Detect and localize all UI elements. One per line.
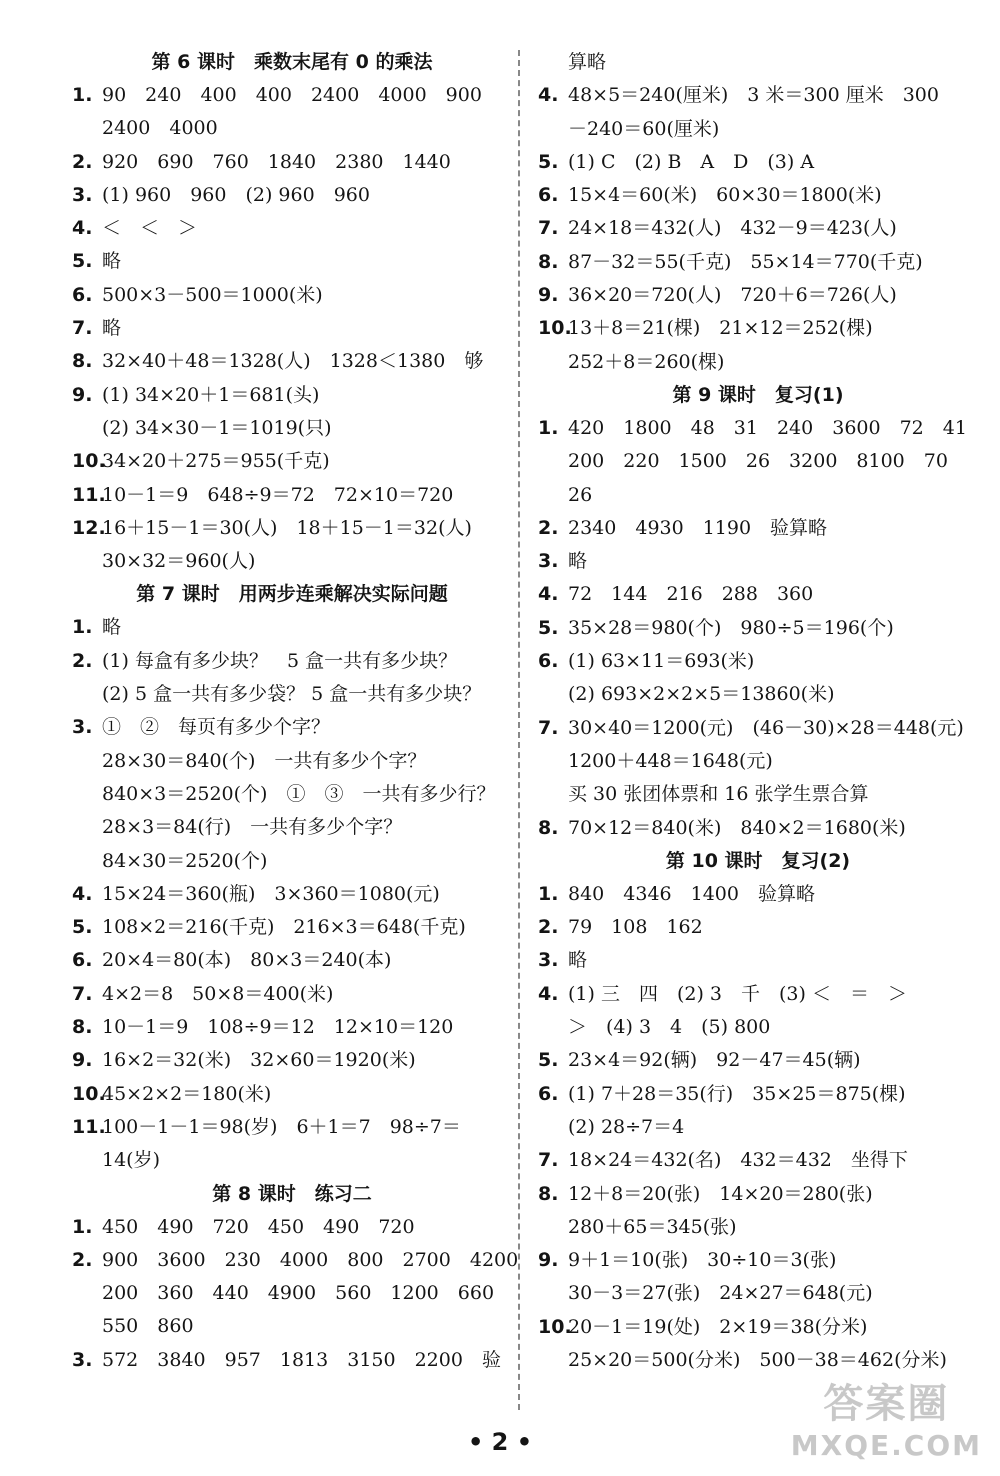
- answer-item: [72, 611, 512, 644]
- item-number: 7.: [538, 217, 559, 240]
- answer-text: 23×4＝92(辆) 92－47＝45(辆): [568, 1049, 861, 1072]
- answer-continuation: [538, 1111, 978, 1144]
- answer-text: (1) 三 四 (2) 3 千 (3) ＜ ＝ ＞: [568, 982, 907, 1005]
- answer-text: 450 490 720 450 490 720: [102, 1215, 415, 1238]
- section-heading: 第 8 课时 练习二: [212, 1182, 372, 1205]
- item-number: 7.: [538, 1149, 559, 1172]
- answer-text: (1) 34×20＋1＝681(头): [102, 383, 320, 406]
- answer-item: [72, 1044, 512, 1077]
- answer-item: [72, 1244, 519, 1277]
- answer-text: 15×4＝60(米) 60×30＝1800(米): [568, 184, 882, 207]
- answer-continuation: [72, 745, 512, 778]
- answer-text: 572 3840 957 1813 3150 2200 验: [102, 1348, 501, 1371]
- answer-text: 1200＋448＝1648(元): [568, 749, 773, 772]
- answer-item: [538, 545, 978, 578]
- answer-continuation: [72, 811, 512, 844]
- item-number: 8.: [538, 250, 559, 273]
- answer-text: 90 240 400 400 2400 4000 900: [102, 84, 482, 106]
- item-number: 12.: [72, 516, 106, 539]
- answer-item: [72, 911, 512, 944]
- answer-text: 35×28＝980(个) 980÷5＝196(个): [568, 616, 894, 639]
- section-heading: 第 7 课时 用两步连乘解决实际问题: [136, 583, 448, 606]
- item-number: 9.: [72, 1049, 93, 1072]
- item-number: 5.: [72, 250, 93, 273]
- answer-item: [72, 645, 512, 678]
- answer-text: 280＋65＝345(张): [568, 1215, 737, 1238]
- item-number: 5.: [538, 616, 559, 639]
- item-number: 7.: [72, 982, 93, 1005]
- answer-continuation: [538, 445, 978, 478]
- answer-item: [72, 1211, 512, 1244]
- item-number: 8.: [538, 816, 559, 839]
- answer-text: (2) 34×30－1＝1019(只): [102, 416, 332, 439]
- answer-text: 34×20＋275＝955(千克): [102, 450, 330, 473]
- answer-text: (1) 960 960 (2) 960 960: [102, 183, 370, 206]
- answer-text: 87－32＝55(千克) 55×14＝770(千克): [568, 250, 923, 273]
- answer-continuation: [538, 46, 978, 79]
- watermark-logo-text: 答案圈: [823, 1381, 950, 1427]
- item-number: 10.: [72, 1082, 106, 1105]
- item-number: 7.: [538, 716, 559, 739]
- answer-text: (1) 7＋28＝35(行) 35×25＝875(棵): [568, 1082, 906, 1105]
- answer-text: 18×24＝432(名) 432＝432 坐得下: [568, 1149, 908, 1172]
- item-number: 1.: [72, 1215, 93, 1238]
- answer-text: 108×2＝216(千克) 216×3＝648(千克): [102, 916, 466, 939]
- answer-continuation: [72, 412, 512, 445]
- item-number: 3.: [538, 550, 559, 573]
- answer-item: [72, 312, 512, 345]
- item-number: 4.: [72, 882, 93, 905]
- answer-item: [72, 212, 512, 245]
- answer-text: 840×3＝2520(个) ① ③ 一共有多少行？: [102, 782, 496, 805]
- item-number: 10.: [538, 317, 572, 340]
- item-number: 3.: [72, 1348, 93, 1371]
- answer-item: [538, 944, 978, 977]
- answer-text: 略: [568, 550, 588, 573]
- item-number: 8.: [72, 350, 93, 373]
- item-number: 3.: [538, 949, 559, 972]
- answer-item: [538, 812, 978, 845]
- answer-item: [538, 578, 978, 611]
- answer-text: ① ② 每页有多少个字？: [102, 716, 331, 739]
- answer-text: 算略: [568, 51, 607, 73]
- answer-text: 26: [568, 483, 593, 506]
- item-number: 4.: [538, 982, 559, 1005]
- answer-text: 920 690 760 1840 2380 1440: [102, 150, 451, 173]
- answer-item: [538, 146, 978, 179]
- answer-text: 10－1＝9 108÷9＝12 12×10＝120: [102, 1016, 454, 1039]
- answer-item: [72, 1111, 512, 1144]
- item-number: 10.: [72, 450, 106, 473]
- answer-text: 略: [102, 250, 122, 273]
- item-number: 9.: [72, 383, 93, 406]
- item-number: 3.: [72, 183, 93, 206]
- answer-text: 32×40＋48＝1328(人) 1328＜1380 够: [102, 350, 484, 373]
- answer-text: 13＋8＝21(棵) 21×12＝252(棵): [568, 317, 873, 340]
- right-column: [538, 46, 978, 1377]
- answer-continuation: [72, 1277, 512, 1310]
- item-number: 6.: [72, 949, 93, 972]
- answer-item: [72, 146, 512, 179]
- answer-text: (2) 28÷7＝4: [568, 1115, 685, 1138]
- answer-item: [538, 612, 978, 645]
- answer-text: 25×20＝500(分米) 500－38＝462(分米): [568, 1348, 947, 1371]
- answer-item: [72, 179, 512, 212]
- answer-text: 48×5＝240(厘米) 3 米＝300 厘米 300: [568, 84, 939, 107]
- item-number: 5.: [538, 1049, 559, 1072]
- item-number: 11.: [72, 483, 106, 506]
- answer-text: 24×18＝432(人) 432－9＝423(人): [568, 217, 897, 240]
- item-number: 5.: [538, 150, 559, 173]
- answer-text: 100－1－1＝98(岁) 6＋1＝7 98÷7＝: [102, 1115, 461, 1138]
- item-number: 2.: [538, 916, 559, 939]
- answer-item: [538, 712, 978, 745]
- answer-text: －240＝60(厘米): [568, 117, 720, 140]
- item-number: 6.: [538, 1082, 559, 1105]
- answer-continuation: [72, 545, 512, 578]
- item-number: 4.: [538, 583, 559, 606]
- answer-text: 840 4346 1400 验算略: [568, 882, 815, 905]
- answer-continuation: [72, 778, 512, 811]
- answer-item: [538, 312, 978, 345]
- answer-continuation: [538, 745, 978, 778]
- answer-text: 4×2＝8 50×8＝400(米): [102, 982, 334, 1005]
- answer-text: (2) 693×2×2×5＝13860(米): [568, 683, 835, 706]
- answer-item: [538, 1178, 978, 1211]
- answer-item: [72, 711, 512, 744]
- answer-item: [538, 645, 978, 678]
- answer-item: [538, 179, 978, 212]
- answer-text: 2400 4000: [102, 117, 218, 140]
- answer-text: 28×3＝84(行) 一共有多少个字？: [102, 816, 403, 839]
- answer-continuation: [538, 113, 978, 146]
- answer-item: [72, 79, 512, 112]
- answer-text: (1) 每盒有多少块？ 5 盒一共有多少块？: [102, 649, 458, 672]
- section-heading: 第 9 课时 复习(1): [672, 383, 844, 406]
- answer-item: [538, 1244, 978, 1277]
- answer-text: 200 360 440 4900 560 1200 660: [102, 1282, 495, 1305]
- answer-text: 略: [568, 949, 588, 972]
- answer-text: 30×32＝960(人): [102, 550, 256, 573]
- answer-text: (1) 63×11＝693(米): [568, 650, 755, 673]
- answer-item: [72, 1344, 512, 1377]
- answer-continuation: [538, 778, 978, 811]
- item-number: 2.: [538, 516, 559, 539]
- answer-item: [72, 245, 512, 278]
- answer-text: 420 1800 48 31 240 3600 72 41: [568, 416, 967, 439]
- item-number: 1.: [72, 616, 93, 639]
- answer-text: ＜ ＜ ＞: [102, 217, 198, 240]
- answer-text: (2) 5 盒一共有多少袋？ 5 盒一共有多少块？: [102, 683, 482, 706]
- answer-item: [72, 512, 512, 545]
- answer-text: 79 108 162: [568, 916, 703, 939]
- section-heading: 第 6 课时 乘数末尾有 0 的乘法: [151, 51, 433, 73]
- answer-text: 16×2＝32(米) 32×60＝1920(米): [102, 1049, 416, 1072]
- answer-continuation: [72, 845, 512, 878]
- answer-item: [72, 379, 512, 412]
- answer-text: 900 3600 230 4000 800 2700 4200: [102, 1248, 519, 1271]
- answer-item: [538, 279, 978, 312]
- answer-text: 买 30 张团体票和 16 张学生票合算: [568, 783, 869, 806]
- answer-continuation: [538, 1277, 978, 1310]
- answer-item: [72, 1078, 512, 1111]
- answer-item: [538, 911, 978, 944]
- answer-item: [72, 479, 512, 512]
- answer-item: [538, 246, 978, 279]
- answer-item: [72, 944, 512, 977]
- answer-item: [538, 1144, 978, 1177]
- answer-item: [538, 79, 978, 112]
- item-number: 8.: [538, 1182, 559, 1205]
- page-number: • 2 •: [467, 1428, 533, 1456]
- column-divider: [518, 50, 520, 1410]
- answer-continuation: [72, 1310, 512, 1343]
- answer-item: [538, 1078, 978, 1111]
- item-number: 3.: [72, 716, 93, 739]
- item-number: 4.: [72, 217, 93, 240]
- answer-text: 14(岁): [102, 1149, 161, 1172]
- item-number: 2.: [72, 150, 93, 173]
- answer-text: 500×3－500＝1000(米): [102, 283, 323, 306]
- answer-text: 30－3＝27(张) 24×27＝648(元): [568, 1282, 873, 1305]
- answer-text: 9＋1＝10(张) 30÷10＝3(张): [568, 1249, 837, 1272]
- item-number: 11.: [72, 1115, 106, 1138]
- answer-item: [538, 978, 978, 1011]
- item-number: 2.: [72, 649, 93, 672]
- answer-text: 12＋8＝20(张) 14×20＝280(张): [568, 1182, 873, 1205]
- answer-continuation: [538, 479, 978, 512]
- answer-text: 36×20＝720(人) 720＋6＝726(人): [568, 284, 897, 307]
- answer-item: [538, 512, 978, 545]
- item-number: 6.: [538, 184, 559, 207]
- item-number: 9.: [538, 1249, 559, 1272]
- answer-text: 16＋15－1＝30(人) 18＋15－1＝32(人): [102, 516, 472, 539]
- item-number: 8.: [72, 1016, 93, 1039]
- section-heading: 第 10 课时 复习(2): [665, 849, 851, 872]
- answer-item: [72, 1011, 512, 1044]
- answer-text: 550 860: [102, 1315, 194, 1338]
- answer-text: 10－1＝9 648÷9＝72 72×10＝720: [102, 483, 454, 506]
- answer-continuation: [538, 346, 978, 379]
- answer-item: [72, 279, 512, 312]
- answer-continuation: [538, 678, 978, 711]
- item-number: 5.: [72, 916, 93, 939]
- answer-item: [538, 878, 978, 911]
- answer-text: 200 220 1500 26 3200 8100 70: [568, 450, 948, 473]
- answer-item: [72, 445, 512, 478]
- answer-text: 15×24＝360(瓶) 3×360＝1080(元): [102, 882, 440, 905]
- item-number: 7.: [72, 317, 93, 340]
- watermark-url: MXQE.COM: [790, 1429, 982, 1462]
- answer-item: [72, 878, 512, 911]
- answer-text: 252＋8＝260(棵): [568, 350, 725, 373]
- answer-text: 20－1＝19(处) 2×19＝38(分米): [568, 1315, 868, 1338]
- answer-item: [538, 1044, 978, 1077]
- answer-item: [72, 345, 512, 378]
- answer-text: ＞ (4) 3 4 (5) 800: [568, 1016, 771, 1039]
- answer-text: 2340 4930 1190 验算略: [568, 516, 828, 539]
- answer-text: 28×30＝840(个) 一共有多少个字？: [102, 749, 427, 772]
- answer-text: 略: [102, 616, 122, 639]
- answer-item: [538, 212, 978, 245]
- answer-item: [72, 978, 512, 1011]
- answer-text: 30×40＝1200(元) (46－30)×28＝448(元): [568, 716, 964, 739]
- answer-item: [538, 1311, 978, 1344]
- item-number: 1.: [72, 84, 93, 106]
- answer-text: 略: [102, 317, 122, 340]
- answer-text: 20×4＝80(本) 80×3＝240(本): [102, 949, 392, 972]
- item-number: 9.: [538, 284, 559, 307]
- answer-continuation: [72, 1144, 512, 1177]
- left-column: [72, 46, 519, 1377]
- answer-continuation: [538, 1011, 978, 1044]
- answer-continuation: [538, 1211, 978, 1244]
- item-number: 10.: [538, 1315, 572, 1338]
- watermark: [791, 1372, 982, 1462]
- item-number: 4.: [538, 84, 559, 107]
- item-number: 1.: [538, 882, 559, 905]
- answer-continuation: [72, 112, 512, 145]
- item-number: 6.: [538, 650, 559, 673]
- item-number: 1.: [538, 416, 559, 439]
- answer-text: 70×12＝840(米) 840×2＝1680(米): [568, 816, 906, 839]
- answer-text: 45×2×2＝180(米): [102, 1082, 272, 1105]
- answer-text: 72 144 216 288 360: [568, 583, 814, 606]
- item-number: 6.: [72, 283, 93, 306]
- answer-text: (1) C (2) B A D (3) A: [568, 150, 815, 173]
- answer-text: 84×30＝2520(个): [102, 849, 268, 872]
- item-number: 2.: [72, 1248, 93, 1271]
- answer-item: [538, 412, 978, 445]
- answer-continuation: [72, 678, 512, 711]
